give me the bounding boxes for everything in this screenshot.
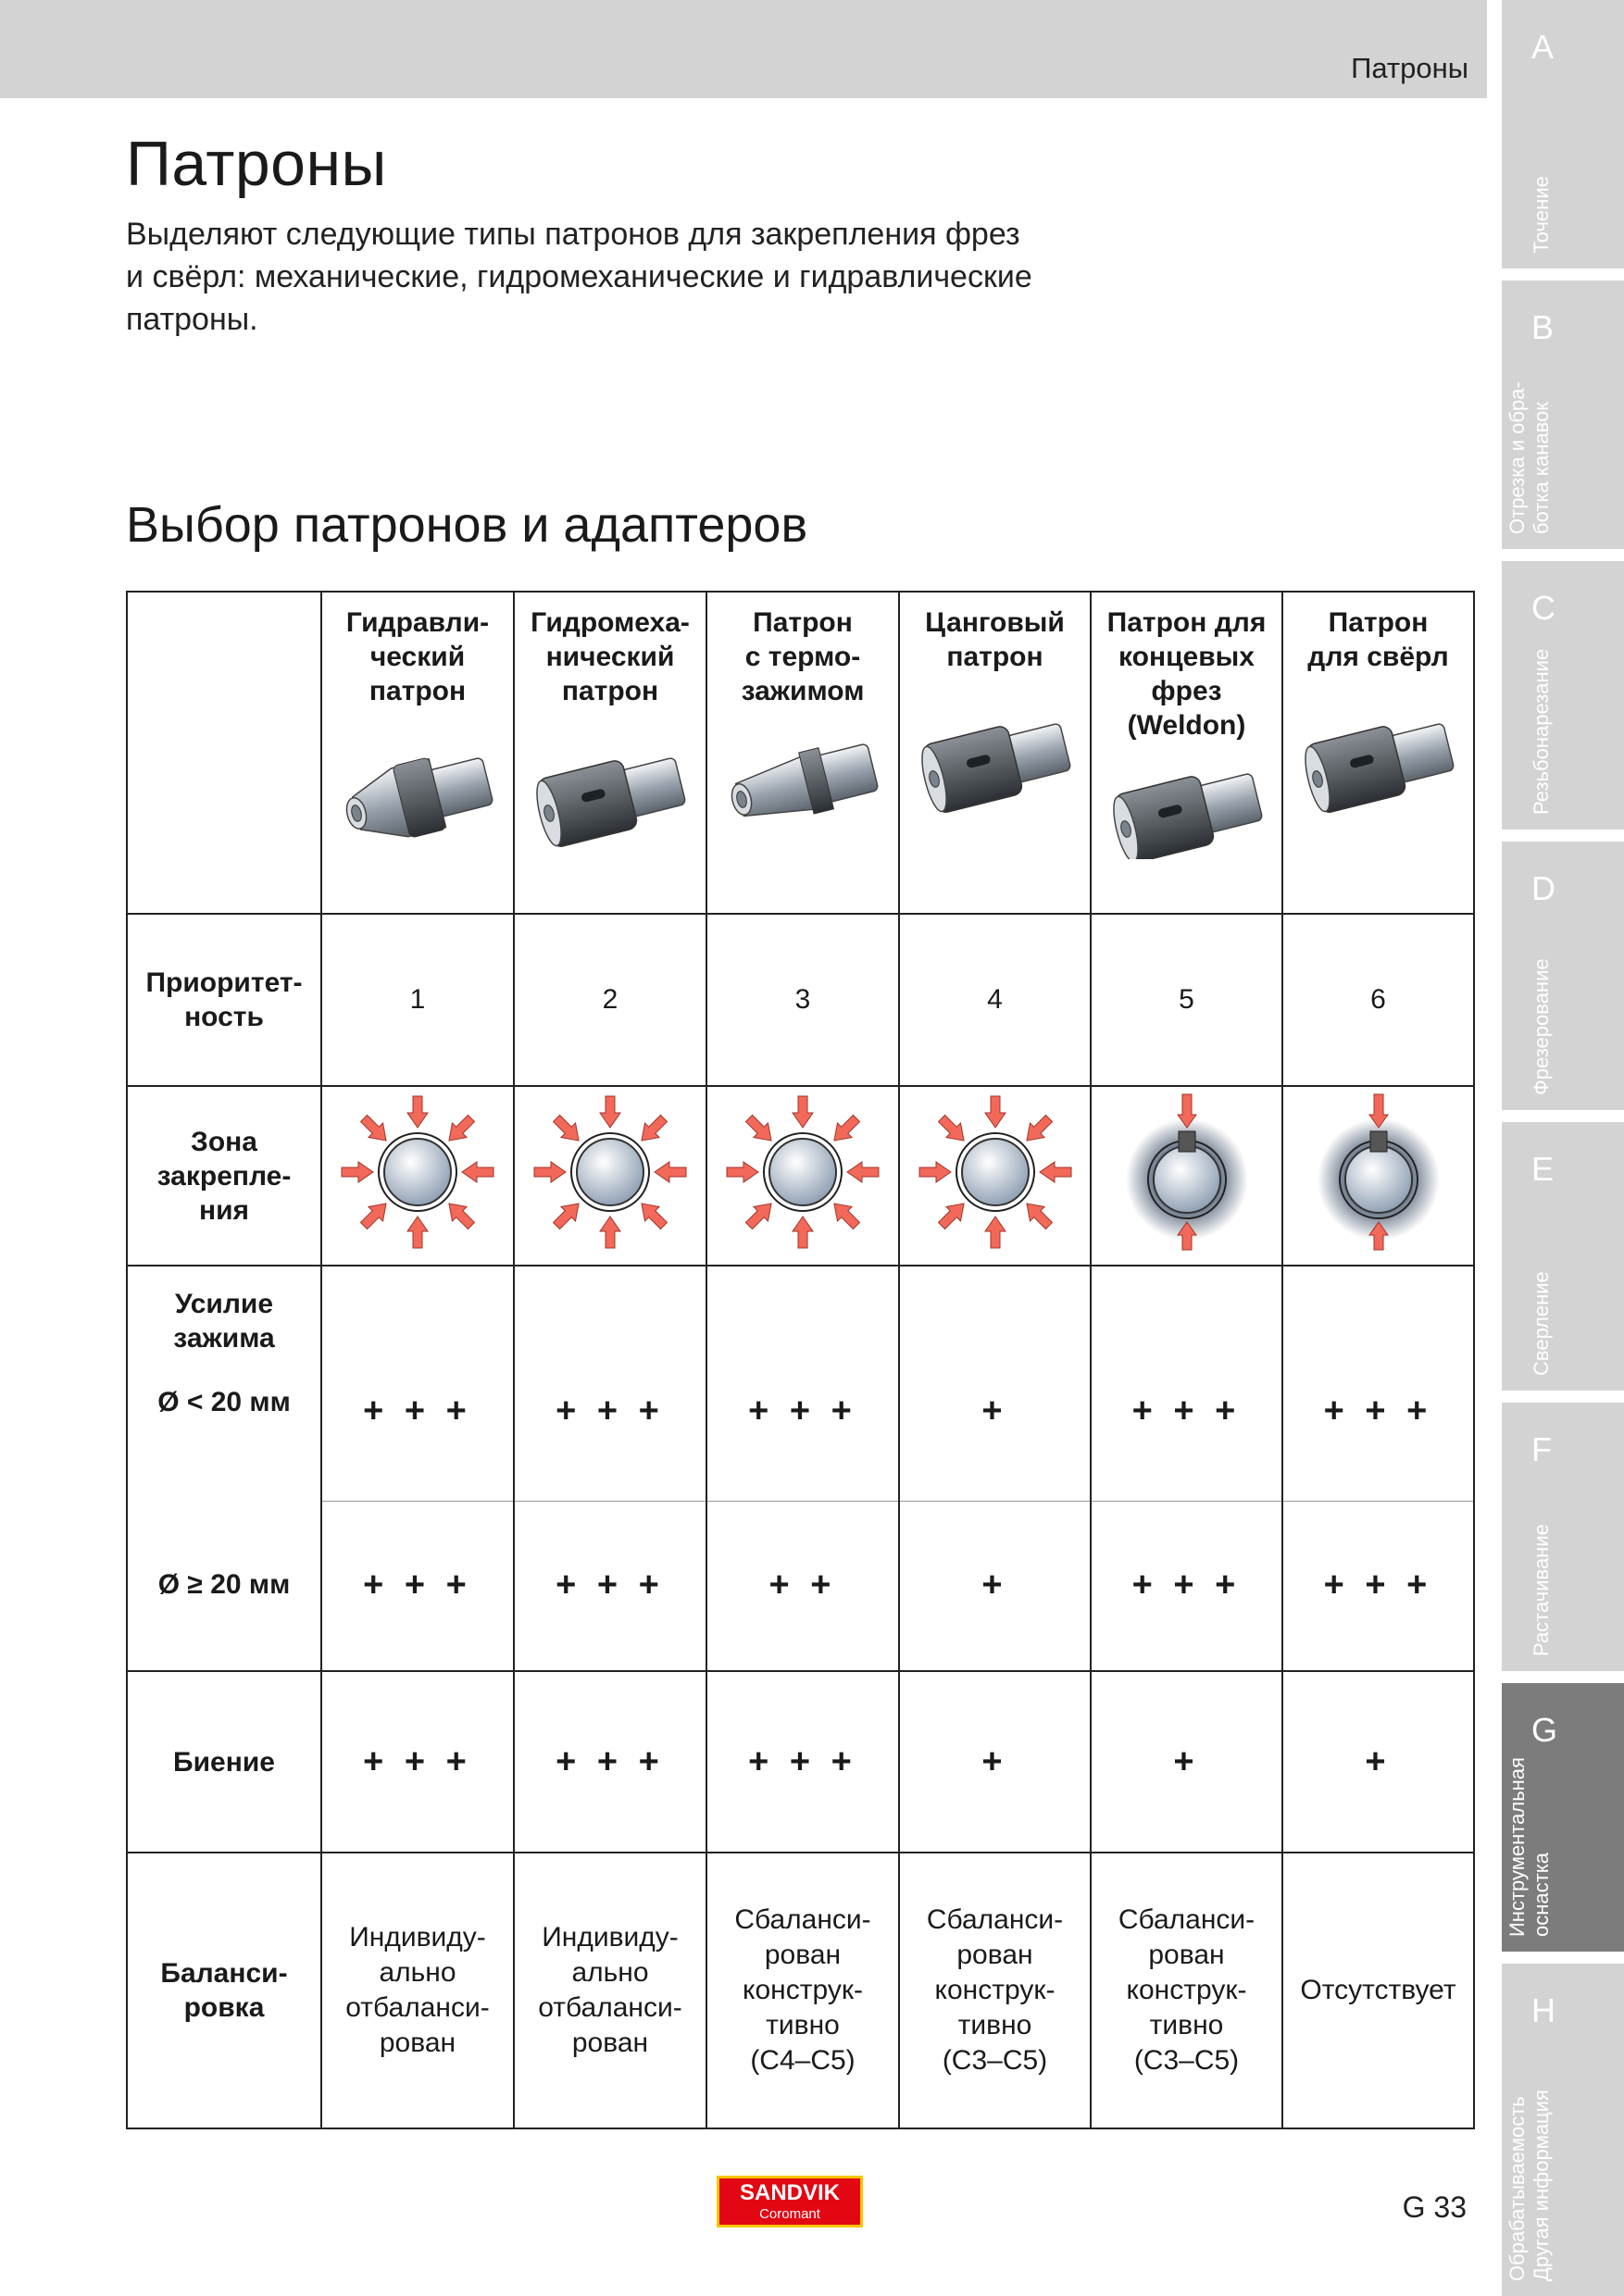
clamping-arrow-icon	[934, 1196, 971, 1233]
tab-label: Резьбонарезание	[1530, 648, 1553, 815]
chuck-selection-table	[126, 591, 1475, 2129]
clamping-arrow-icon	[934, 1111, 971, 1148]
header-row	[127, 592, 1474, 914]
force-ge-cell: + + +	[321, 1501, 514, 1671]
tab-letter: G	[1531, 1711, 1558, 1749]
tab-e[interactable]	[1502, 1122, 1624, 1391]
hydromechanical-chuck-image	[527, 723, 693, 862]
drill-chuck-image	[1295, 689, 1462, 828]
clamping-arrow-icon	[634, 1196, 671, 1233]
clamping-arrow-icon	[742, 1196, 779, 1233]
force-ge-cell: +	[899, 1501, 1091, 1671]
force-lt-cell: + + +	[321, 1266, 514, 1501]
screw-clamping-icon	[1104, 1089, 1270, 1255]
radial-clamping-icon	[334, 1089, 501, 1255]
runout-cell: +	[899, 1671, 1091, 1853]
clamping-arrow-icon	[1019, 1196, 1056, 1233]
tab-label: Инструментальная оснастка	[1505, 1757, 1553, 1937]
tab-h[interactable]	[1502, 1964, 1624, 2296]
clamping-arrow-icon	[634, 1111, 671, 1148]
col-header-label: Цанговый патрон	[925, 607, 1065, 672]
clamping-arrow-icon	[727, 1162, 758, 1182]
tab-letter: H	[1531, 1991, 1555, 2029]
clamping-arrow-icon	[985, 1096, 1006, 1128]
radial-clamping-icon	[527, 1089, 693, 1255]
clamping-arrow-icon	[442, 1196, 479, 1233]
runout-cell: +	[1282, 1671, 1474, 1853]
force-ge-cell: + + +	[1282, 1501, 1474, 1671]
force-lt-cell: + + +	[1091, 1266, 1282, 1501]
runout-cell: +	[1091, 1671, 1282, 1853]
priority-row	[127, 914, 1474, 1086]
clamping-arrow-icon	[534, 1162, 566, 1182]
clamping-arrow-icon	[600, 1096, 620, 1128]
tab-d[interactable]	[1502, 842, 1624, 1110]
logo-line2: Coromant	[759, 2206, 820, 2222]
force-ge-cell: + + +	[514, 1501, 706, 1671]
clamping-arrow-icon	[847, 1162, 879, 1182]
collet-chuck-image	[912, 689, 1079, 828]
balance-cell: Сбаланси- рован конструк- тивно (C3–C5)	[1091, 1853, 1282, 2128]
shrink-fit-chuck-image	[719, 723, 886, 834]
col-header	[706, 592, 899, 914]
row-label-runout: Биение	[127, 1671, 321, 1853]
clamping-arrow-icon	[985, 1217, 1006, 1248]
col-header	[514, 592, 706, 914]
priority-cell: 2	[514, 914, 706, 1086]
hydraulic-chuck-image	[334, 723, 501, 862]
zone-row	[127, 1086, 1474, 1266]
clamping-arrow-icon	[827, 1111, 864, 1148]
priority-cell: 4	[899, 914, 1091, 1086]
tab-label: Фрезерование	[1530, 958, 1553, 1095]
balance-cell: Индивиду- ально отбаланси- рован	[514, 1853, 706, 2128]
balance-cell: Сбаланси- рован конструк- тивно (C4–C5)	[706, 1853, 899, 2128]
runout-cell: + + +	[321, 1671, 514, 1853]
tab-a[interactable]	[1502, 0, 1624, 268]
force-ge-row	[127, 1501, 1474, 1671]
row-label-force	[127, 1266, 321, 1671]
clamping-arrow-icon	[442, 1111, 479, 1148]
page-title: Патроны	[126, 129, 387, 199]
tab-letter: E	[1531, 1150, 1555, 1188]
col-header-label: Гидромеха- нический патрон	[531, 607, 690, 706]
force-lt-cell: + + +	[1282, 1266, 1474, 1501]
clamping-arrow-icon	[407, 1217, 428, 1248]
clamping-arrow-icon	[462, 1162, 493, 1182]
priority-cell: 6	[1282, 914, 1474, 1086]
sandvik-coromant-logo	[717, 2176, 863, 2227]
clamping-arrow-icon	[1040, 1162, 1071, 1182]
tab-letter: B	[1531, 308, 1555, 346]
force-lt-cell: +	[899, 1266, 1091, 1501]
header-bar	[0, 0, 1487, 98]
force-label: Усилие зажима	[173, 1289, 275, 1354]
tab-label: Растачивание	[1530, 1524, 1553, 1656]
radial-clamping-icon	[912, 1089, 1079, 1255]
runout-row	[127, 1671, 1474, 1853]
radial-clamping-icon	[719, 1089, 886, 1255]
clamping-arrow-icon	[600, 1217, 620, 1248]
zone-cell	[321, 1086, 514, 1266]
runout-cell: + + +	[706, 1671, 899, 1853]
col-header	[1282, 592, 1474, 914]
tab-label: Обрабатываемость Другая информация	[1505, 2090, 1553, 2281]
force-ge-cell: + + +	[1091, 1501, 1282, 1671]
force-lt-row	[127, 1266, 1474, 1501]
weldon-chuck-image	[1104, 757, 1270, 859]
balance-cell: Отсутствует	[1282, 1853, 1474, 2128]
runout-cell: + + +	[514, 1671, 706, 1853]
page-number: G 33	[1402, 2190, 1467, 2224]
tab-b[interactable]	[1502, 281, 1624, 549]
tab-f[interactable]	[1502, 1403, 1624, 1671]
force-ge-cell: + +	[706, 1501, 899, 1671]
balance-cell: Индивиду- ально отбаланси- рован	[321, 1853, 514, 2128]
clamping-arrow-icon	[1019, 1111, 1056, 1148]
clamping-arrow-icon	[919, 1162, 951, 1182]
priority-cell: 3	[706, 914, 899, 1086]
row-label-priority: Приоритет- ность	[127, 914, 321, 1086]
col-header-label: Гидравли- ческий патрон	[345, 607, 490, 706]
tab-g[interactable]	[1502, 1683, 1624, 1952]
chapter-sidebar	[1502, 0, 1624, 2296]
zone-cell	[899, 1086, 1091, 1266]
clamping-arrow-icon	[342, 1162, 373, 1182]
clamping-arrow-icon	[407, 1096, 428, 1128]
row-label-zone: Зона закрепле- ния	[127, 1086, 321, 1266]
col-header-label: Патрон для свёрл	[1307, 607, 1449, 672]
force-lt-cell: + + +	[706, 1266, 899, 1501]
balance-cell: Сбаланси- рован конструк- тивно (C3–C5)	[899, 1853, 1091, 2128]
zone-cell	[1282, 1086, 1474, 1266]
tab-label: Отрезка и обра- ботка канавок	[1505, 381, 1553, 534]
zone-cell	[1091, 1086, 1282, 1266]
clamping-arrow-icon	[356, 1196, 394, 1233]
zone-cell	[514, 1086, 706, 1266]
col-header-label: Патрон для концевых фрез (Weldon)	[1106, 607, 1267, 741]
header-title: Патроны	[1351, 52, 1468, 84]
screw-clamping-icon	[1295, 1089, 1462, 1255]
col-header	[1091, 592, 1282, 914]
force-lt-cell: + + +	[514, 1266, 706, 1501]
priority-cell: 5	[1091, 914, 1282, 1086]
priority-cell: 1	[321, 914, 514, 1086]
tab-letter: A	[1531, 28, 1555, 66]
clamping-arrow-icon	[793, 1217, 813, 1248]
clamping-arrow-icon	[549, 1196, 586, 1233]
clamping-arrow-icon	[742, 1111, 779, 1148]
col-header	[321, 592, 514, 914]
section-title: Выбор патронов и адаптеров	[126, 497, 808, 553]
tab-letter: C	[1531, 589, 1555, 627]
clamping-arrow-icon	[793, 1096, 813, 1128]
corner-cell	[127, 592, 321, 914]
tab-letter: F	[1531, 1430, 1552, 1468]
clamping-arrow-icon	[549, 1111, 586, 1148]
tab-label: Сверление	[1530, 1271, 1553, 1376]
tab-c[interactable]	[1502, 561, 1624, 830]
tab-label: Точение	[1530, 176, 1553, 254]
clamping-arrow-icon	[827, 1196, 864, 1233]
col-header-label: Патрон с термо- зажимом	[741, 607, 865, 706]
force-ge-label: Ø ≥ 20 мм	[157, 1569, 291, 1600]
logo-line1: SANDVIK	[739, 2180, 840, 2205]
balance-row	[127, 1853, 1474, 2128]
tab-letter: D	[1531, 869, 1555, 907]
zone-cell	[706, 1086, 899, 1266]
clamping-arrow-icon	[356, 1111, 394, 1148]
col-header	[899, 592, 1091, 914]
row-label-balance: Баланси- ровка	[127, 1853, 321, 2128]
clamping-arrow-icon	[655, 1162, 686, 1182]
force-lt-label: Ø < 20 мм	[157, 1387, 291, 1417]
intro-text: Выделяют следующие типы патронов для закрепления фрез и свёрл: механические, гидромеханические и гидравлические патроны.	[126, 217, 1032, 337]
